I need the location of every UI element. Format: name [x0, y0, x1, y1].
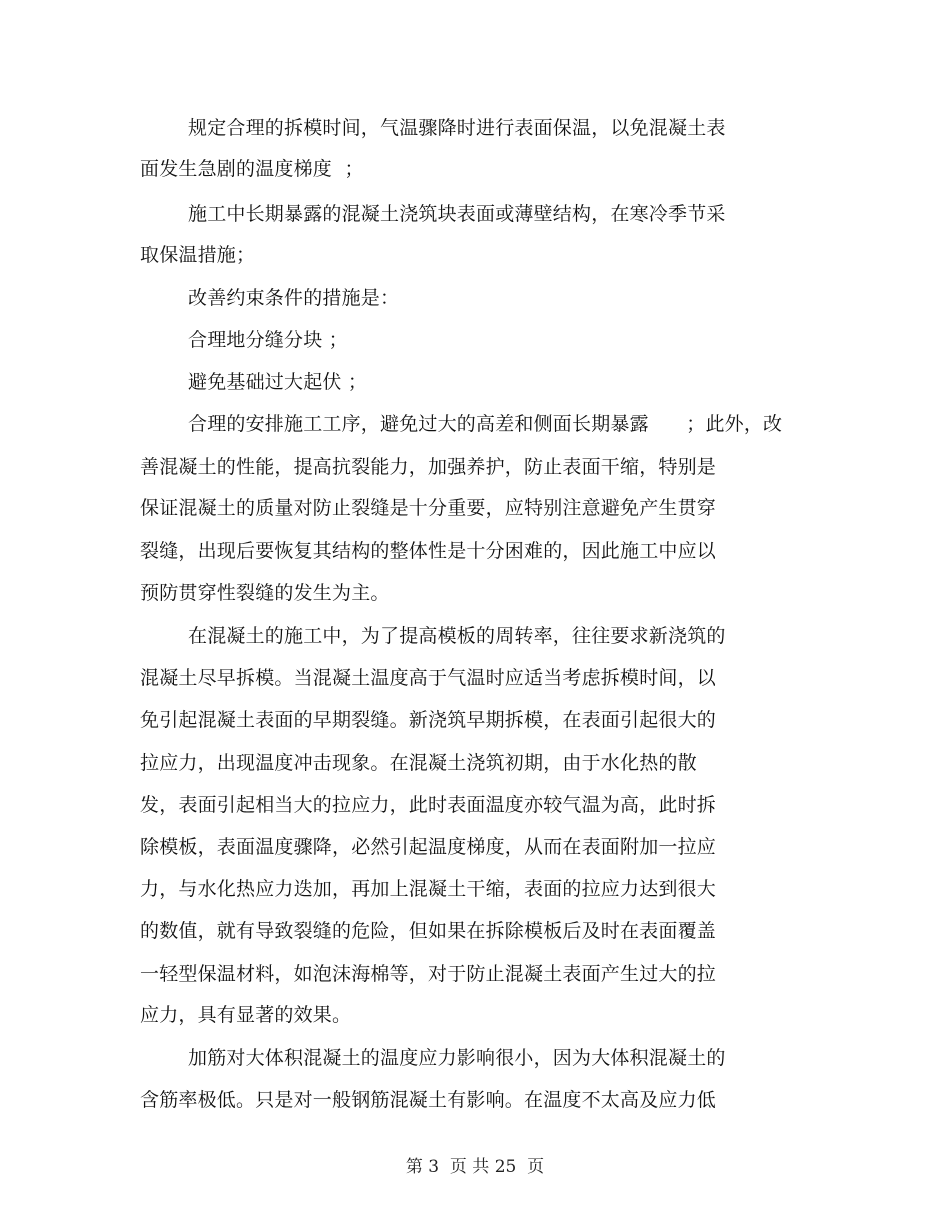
paragraph-line: 除模板，表面温度骤降，必然引起温度梯度，从而在表面附加一拉应: [140, 836, 717, 858]
paragraph-line: 裂缝，出现后要恢复其结构的整体性是十分困难的，因此施工中应以: [140, 540, 717, 562]
paragraph-line: 避免基础过大起伏 ；: [188, 371, 368, 393]
paragraph-line: 含筋率极低。只是对一般钢筋混凝土有影响。在温度不太高及应力低: [140, 1089, 717, 1111]
paragraph-line: 免引起混凝土表面的早期裂缝。新浇筑早期拆模，在表面引起很大的: [140, 709, 717, 731]
page-number-footer: 第 3 页 共 25 页: [405, 1157, 545, 1177]
paragraph-line: 保证混凝土的质量对防止裂缝是十分重要，应特别注意避免产生贯穿: [140, 497, 717, 519]
paragraph-line: 取保温措施；: [140, 244, 256, 266]
paragraph-line: 力，与水化热应力迭加，再加上混凝土干缩，表面的拉应力达到很大: [140, 878, 717, 900]
paragraph-line: 施工中长期暴露的混凝土浇筑块表面或薄壁结构，在寒冷季节采: [188, 203, 726, 225]
paragraph-line: 合理地分缝分块 ；: [188, 329, 348, 351]
paragraph-line: 发，表面引起相当大的拉应力，此时表面温度亦较气温为高，此时拆: [140, 794, 717, 816]
paragraph-line: 拉应力，出现温度冲击现象。在混凝土浇筑初期，由于水化热的散: [140, 752, 697, 774]
paragraph-line: 改善约束条件的措施是：: [188, 287, 400, 309]
paragraph-line: 加筋对大体积混凝土的温度应力影响很小，因为大体积混凝土的: [188, 1047, 726, 1069]
paragraph-line: 面发生急剧的温度梯度 ；: [140, 158, 364, 180]
paragraph-line: 规定合理的拆模时间，气温骤降时进行表面保温，以免混凝土表: [188, 117, 726, 139]
paragraph-line: 一轻型保温材料，如泡沫海棉等，对于防止混凝土表面产生过大的拉: [140, 963, 717, 985]
paragraph-line: 的数值，就有导致裂缝的危险，但如果在拆除模板后及时在表面覆盖: [140, 920, 717, 942]
paragraph-line: 合理的安排施工工序，避免过大的高差和侧面长期暴露 ；此外，改: [188, 413, 783, 435]
paragraph-line: 善混凝土的性能，提高抗裂能力，加强养护，防止表面干缩，特别是: [140, 456, 717, 478]
paragraph-line: 应力，具有显著的效果。: [140, 1004, 352, 1026]
paragraph-line: 预防贯穿性裂缝的发生为主。: [140, 582, 390, 604]
paragraph-line: 混凝土尽早拆模。当混凝土温度高于气温时应适当考虑拆模时间，以: [140, 667, 717, 689]
paragraph-line: 在混凝土的施工中，为了提高模板的周转率，往往要求新浇筑的: [188, 625, 726, 647]
